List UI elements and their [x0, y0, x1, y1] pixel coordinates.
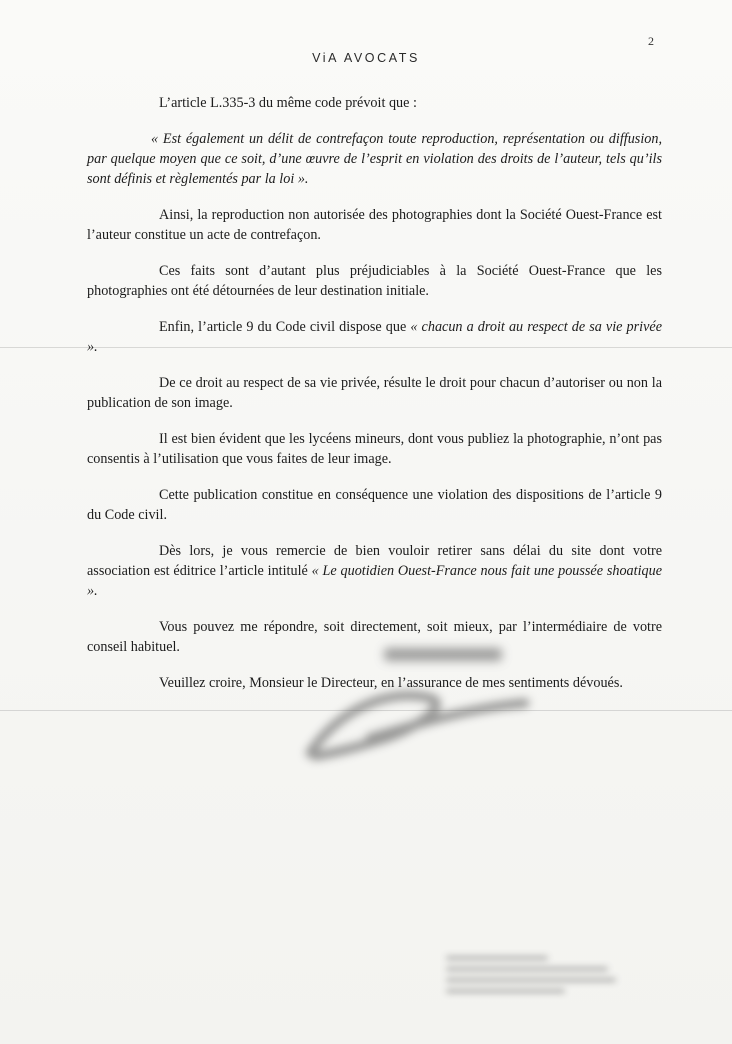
quoted-law-text: « chacun a droit au respect de sa vie privée ».: [87, 319, 663, 355]
redacted-signature: [300, 668, 530, 768]
paragraph-text: Enfin, l’article 9 du Code civil dispose que: [159, 319, 411, 335]
paragraph: Cette publication constitue en conséquence une violation des dispositions de l’article 9 du Code civil.: [87, 487, 662, 523]
paragraph-text: Dès lors, je vous remercie de bien vouloir retirer sans délai du site dont votre association est éditrice l’article intitulé: [87, 543, 662, 579]
quote-paragraph: [87, 129, 662, 189]
letter-body: [87, 93, 662, 709]
quoted-law-text: « Est également un délit de contrefaçon toute reproduction, représentation ou diffusion, par quelque moyen que ce soit, d’une œuvre de l’esprit en violation des droits de l’auteur, tels qu’ils sont définis et règlementés par la loi ».: [87, 131, 662, 187]
paragraph: Vous pouvez me répondre, soit directement, soit mieux, par l’intermédiaire de votre conseil habituel.: [87, 619, 662, 655]
paragraph: [87, 541, 662, 601]
closing-paragraph: Veuillez croire, Monsieur le Directeur, en l’assurance de mes sentiments dévoués.: [159, 675, 623, 691]
paragraph: Ainsi, la reproduction non autorisée des photographies dont la Société Ouest-France est l’auteur constitue un acte de contrefaçon.: [87, 207, 662, 243]
paragraph: Il est bien évident que les lycéens mineurs, dont vous publiez la photographie, n’ont pas consentis à l’utilisation que vous faites de leur image.: [87, 431, 662, 467]
redacted-signatory-name: [384, 648, 502, 661]
page-number: 2: [648, 34, 654, 48]
paragraph: De ce droit au respect de sa vie privée, résulte le droit pour chacun d’autoriser ou non la publication de son image.: [87, 375, 662, 411]
article-title: « Le quotidien Ouest-France nous fait une poussée shoatique ».: [87, 563, 662, 599]
paragraph: [87, 317, 662, 357]
paragraph: Ces faits sont d’autant plus préjudiciables à la Société Ouest-France que les photographies ont été détournées de leur destination initiale.: [87, 263, 662, 299]
letterhead: ViA AVOCATS: [312, 51, 420, 65]
redacted-contact-block: [446, 956, 616, 1004]
paragraph: L’article L.335-3 du même code prévoit que :: [159, 95, 417, 111]
